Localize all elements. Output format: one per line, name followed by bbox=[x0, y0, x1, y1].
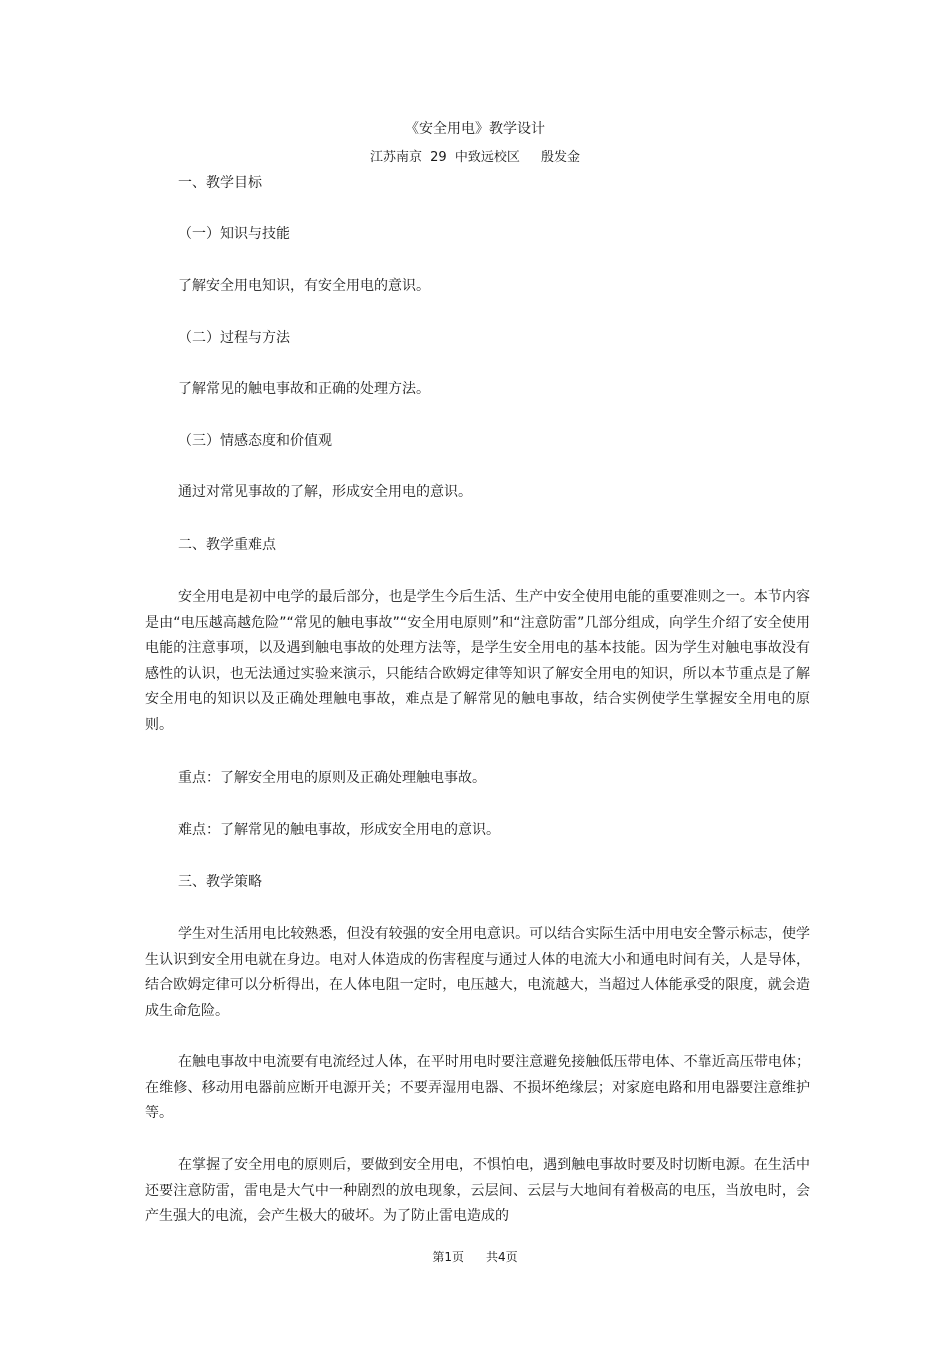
paragraph-strategy-3: 在掌握了安全用电的原则后，要做到安全用电，不惧怕电，遇到触电事故时要及时切断电源。在生活中还要注意防雷，雷电是大气中一种剧烈的放电现象，云层间、云层与大地间有着极高的电压，当放电时，会产生强大的电流，会产生极大的破坏。为了防止雷电造成的 bbox=[145, 1157, 810, 1224]
document-title: 《安全用电》教学设计 bbox=[405, 121, 545, 137]
subheading-knowledge-skills: （一）知识与技能 bbox=[178, 226, 290, 242]
paragraph-strategy-2: 在触电事故中电流要有电流经过人体，在平时用电时要注意避免接触低压带电体、不靠近高压带电体；在维修、移动用电器前应断开电源开关；不要弄湿用电器、不损坏绝缘层；对家庭电路和用电器要注意维护等。 bbox=[145, 1054, 810, 1121]
text-difficult-point: 难点：了解常见的触电事故，形成安全用电的意识。 bbox=[178, 822, 500, 838]
subheading-process-methods: （二）过程与方法 bbox=[178, 330, 290, 346]
page-total: 共4页 bbox=[486, 1250, 518, 1264]
text-key-point: 重点：了解安全用电的原则及正确处理触电事故。 bbox=[178, 770, 486, 786]
text-attitudes-values: 通过对常见事故的了解，形成安全用电的意识。 bbox=[178, 484, 472, 500]
page-number: 第1页 bbox=[432, 1250, 464, 1264]
text-knowledge-skills: 了解安全用电知识，有安全用电的意识。 bbox=[178, 278, 430, 294]
paragraph-key-difficult: 安全用电是初中电学的最后部分，也是学生今后生活、生产中安全使用电能的重要准则之一。本节内容是由“电压越高越危险”“常见的触电事故”“安全用电原则”和“注意防雷”几部分组成，向学生介绍了安全使用电能的注意事项，以及遇到触电事故的处理方法等，是学生安全用电的基本技能。因为学生对触电事故没有感性的认识，也无法通过实验来演示，只能结合欧姆定律等知识了解安全用电的知识，所以本节重点是了解安全用电的知识以及正确处理触电事故，难点是了解常见的触电事故，结合实例使学生掌握安全用电的原则。 bbox=[145, 589, 810, 733]
section-heading-strategy: 三、教学策略 bbox=[178, 874, 262, 890]
author-line: 江苏南京 29 中致远校区 殷发金 bbox=[370, 150, 580, 165]
text-process-methods: 了解常见的触电事故和正确的处理方法。 bbox=[178, 381, 430, 397]
section-heading-key-difficult: 二、教学重难点 bbox=[178, 537, 276, 553]
section-heading-objectives: 一、教学目标 bbox=[178, 175, 262, 191]
subheading-attitudes-values: （三）情感态度和价值观 bbox=[178, 433, 332, 449]
paragraph-strategy-1: 学生对生活用电比较熟悉，但没有较强的安全用电意识。可以结合实际生活中用电安全警示标志，使学生认识到安全用电就在身边。电对人体造成的伤害程度与通过人体的电流大小和通电时间有关，人是导体，结合欧姆定律可以分析得出，在人体电阻一定时，电压越大，电流越大，当超过人体能承受的限度，就会造成生命危险。 bbox=[145, 926, 810, 1019]
page-footer bbox=[0, 1249, 950, 1265]
